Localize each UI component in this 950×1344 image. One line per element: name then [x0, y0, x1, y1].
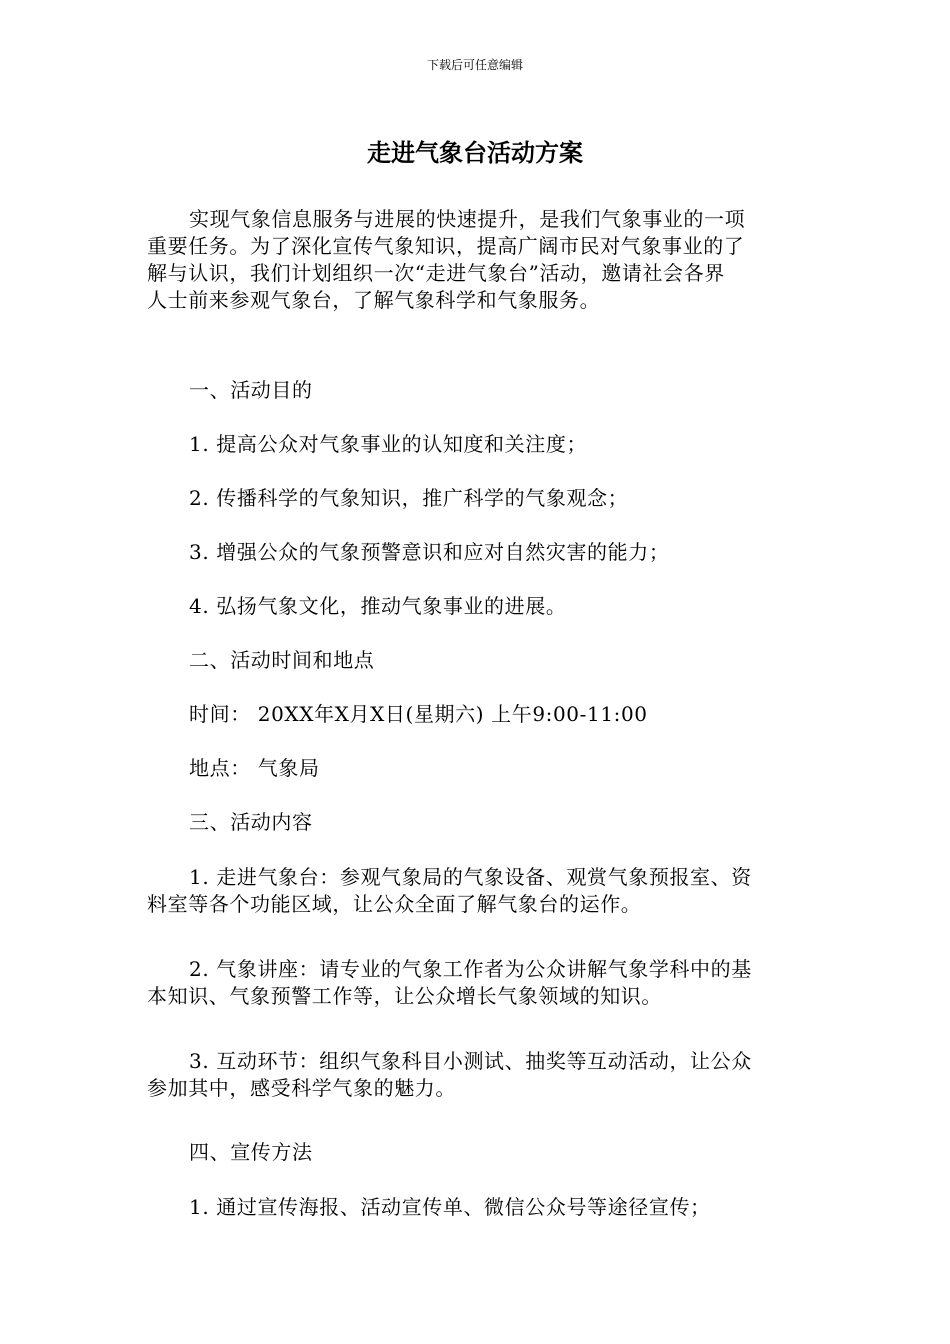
section-heading-goal: 一、活动目的 — [189, 378, 313, 402]
event-place: 地点： 气象局 — [189, 756, 320, 780]
intro-line: 重要任务。为了深化宣传气象知识，提高广阔市民对气象事业的了 — [147, 234, 745, 258]
goal-item: 4. 弘扬气象文化，推动气象事业的进展。 — [189, 594, 567, 618]
section-heading-content: 三、活动内容 — [189, 810, 313, 834]
goal-item: 1. 提高公众对气象事业的认知度和关注度； — [189, 432, 588, 456]
event-time: 时间： 20XX年X月X日(星期六) 上午9:00-11:00 — [189, 702, 648, 726]
intro-line: 解与认识，我们计划组织一次“走进气象台”活动，邀请社会各界 — [147, 261, 725, 285]
goal-item: 3. 增强公众的气象预警意识和应对自然灾害的能力； — [189, 540, 670, 564]
intro-paragraph — [147, 206, 807, 314]
intro-line: 人士前来参观气象台，了解气象科学和气象服务。 — [147, 288, 601, 312]
content-item — [147, 956, 807, 1010]
document-title: 走进气象台活动方案 — [367, 139, 583, 167]
section-heading-time-place: 二、活动时间和地点 — [189, 648, 375, 672]
content-item-line: 2. 气象讲座：请专业的气象工作者为公众讲解气象学科中的基 — [189, 957, 752, 981]
promo-item: 1. 通过宣传海报、活动宣传单、微信公众号等途径宣传； — [189, 1195, 711, 1219]
content-item-line: 1. 走进气象台：参观气象局的气象设备、观赏气象预报室、资 — [189, 865, 752, 889]
intro-line: 实现气象信息服务与进展的快速提升，是我们气象事业的一项 — [189, 207, 746, 231]
content-item-line: 料室等各个功能区域，让公众全面了解气象台的运作。 — [147, 892, 642, 916]
header-note: 下载后可任意编辑 — [426, 58, 523, 72]
content-item-line: 本知识、气象预警工作等，让公众增长气象领域的知识。 — [147, 984, 662, 1008]
content-item-line: 参加其中，感受科学气象的魅力。 — [147, 1076, 456, 1100]
goal-item: 2. 传播科学的气象知识，推广科学的气象观念； — [189, 486, 629, 510]
section-heading-promo: 四、宣传方法 — [189, 1140, 313, 1164]
content-item — [147, 864, 807, 918]
content-item — [147, 1048, 807, 1102]
content-item-line: 3. 互动环节：组织气象科目小测试、抽奖等互动活动，让公众 — [189, 1049, 752, 1073]
